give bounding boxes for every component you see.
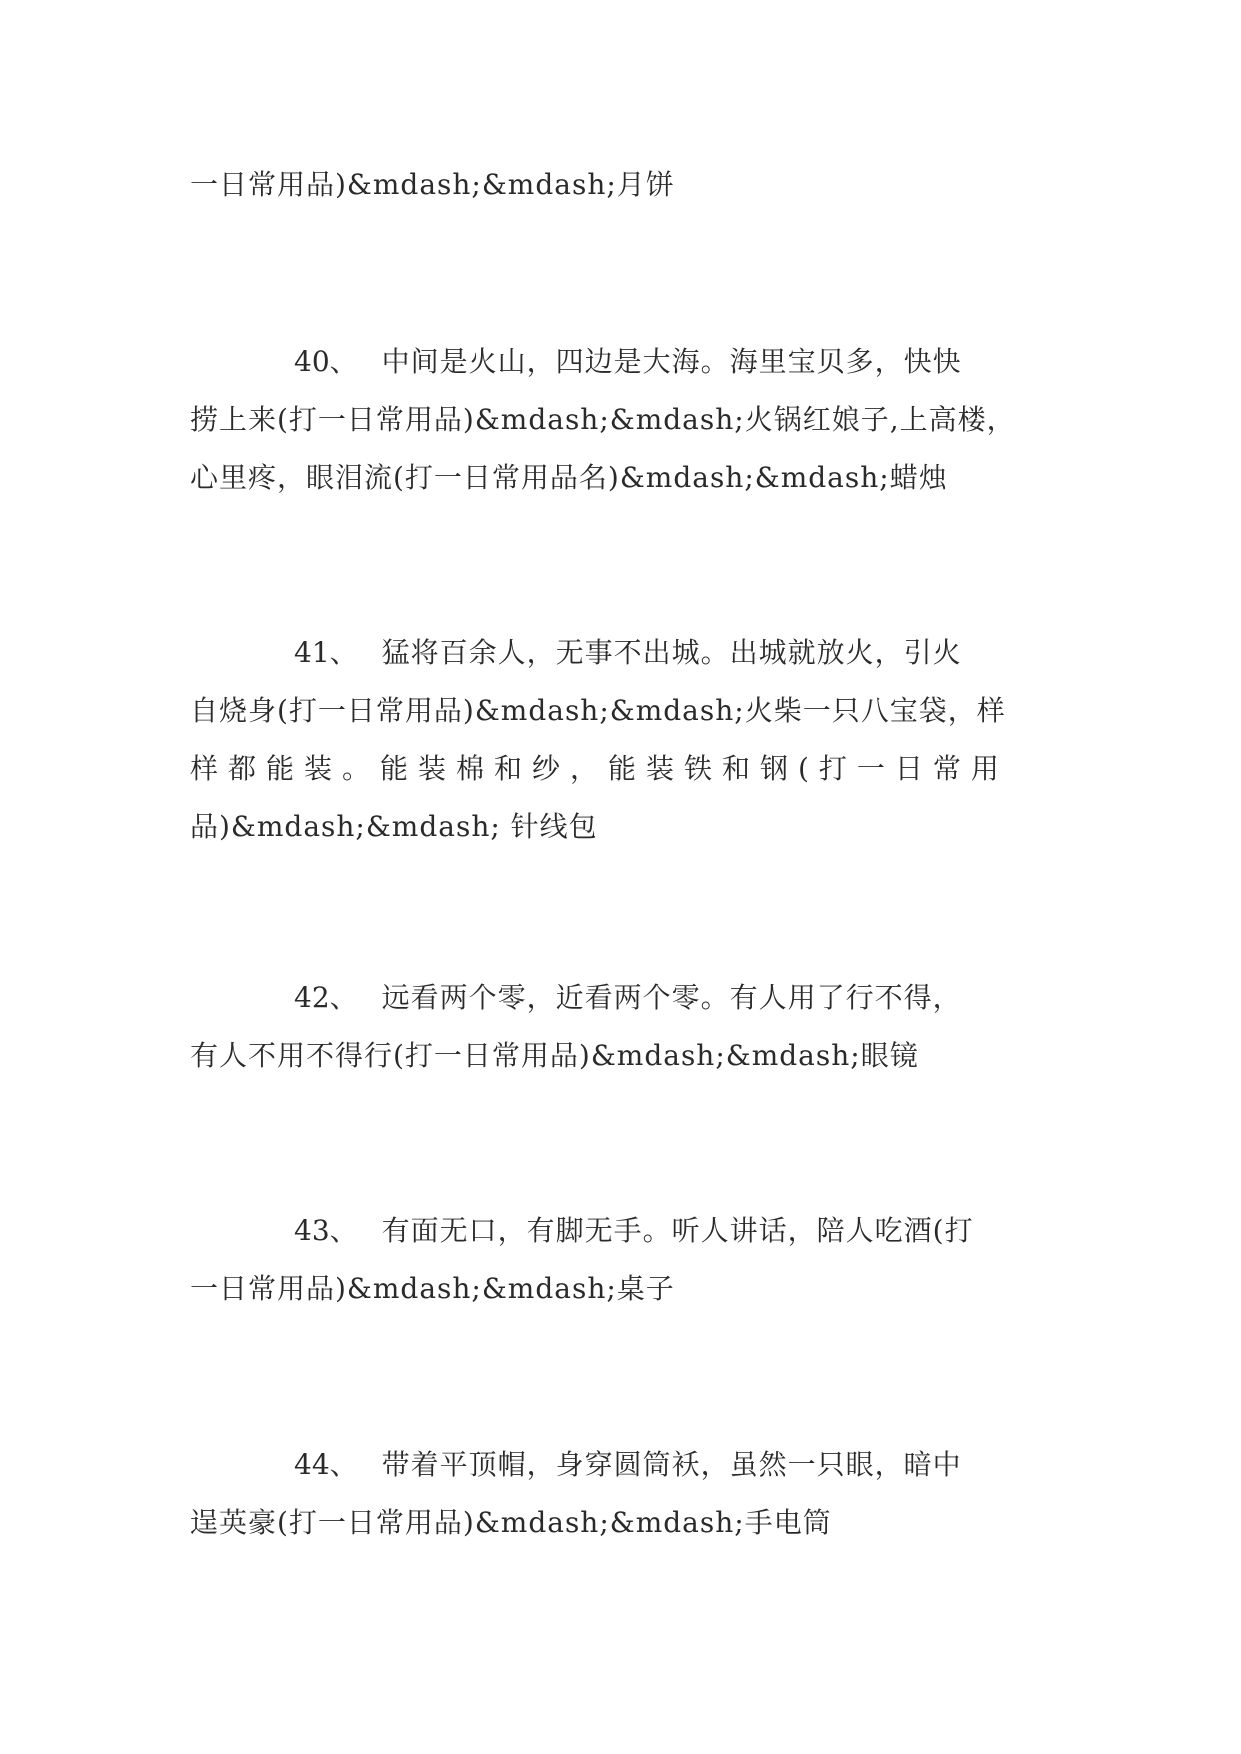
riddle-number: 44、 [294, 1448, 358, 1481]
text-line: 一日常用品)&mdash;&mdash;桌子 [190, 1272, 675, 1305]
text-line: 自烧身(打一日常用品)&mdash;&mdash;火柴一只八宝袋，样 [190, 694, 1006, 727]
riddle-number: 41、 [294, 636, 358, 669]
riddle-first-line [190, 969, 1052, 1027]
riddle-first-line [190, 624, 1052, 682]
riddle-text: 带着平顶帽，身穿圆筒袄，虽然一只眼，暗中 [381, 1448, 962, 1481]
text-line: 有人不用不得行(打一日常用品)&mdash;&mdash;眼镜 [190, 1039, 919, 1072]
riddle-first-line [190, 1436, 1052, 1494]
riddle-42 [190, 969, 1052, 1085]
riddle-number: 40、 [294, 345, 358, 378]
riddle-text: 猛将百余人，无事不出城。出城就放火，引火 [381, 636, 962, 669]
text-line: 品)&mdash;&mdash; 针线包 [190, 810, 598, 843]
riddle-41 [190, 624, 1052, 856]
riddle-text: 远看两个零，近看两个零。有人用了行不得， [381, 981, 962, 1014]
text-line: 样都能装。能装棉和纱，能装铁和钢(打一日常用 [190, 752, 1009, 785]
riddle-43 [190, 1202, 1052, 1318]
riddle-continuation [190, 156, 1052, 214]
riddle-number: 42、 [294, 981, 358, 1014]
riddle-44 [190, 1436, 1052, 1552]
text-line: 心里疼，眼泪流(打一日常用品名)&mdash;&mdash;蜡烛 [190, 461, 948, 494]
riddle-number: 43、 [294, 1214, 358, 1247]
riddle-first-line [190, 333, 1052, 391]
text-line: 一日常用品)&mdash;&mdash;月饼 [190, 168, 675, 201]
riddle-text: 有面无口，有脚无手。听人讲话，陪人吃酒(打 [381, 1214, 974, 1247]
text-line: 捞上来(打一日常用品)&mdash;&mdash;火锅红娘子,上高楼， [190, 403, 1016, 436]
riddle-first-line [190, 1202, 1052, 1260]
riddle-text: 中间是火山，四边是大海。海里宝贝多，快快 [381, 345, 962, 378]
riddle-40 [190, 333, 1052, 507]
text-line: 逞英豪(打一日常用品)&mdash;&mdash;手电筒 [190, 1506, 832, 1539]
